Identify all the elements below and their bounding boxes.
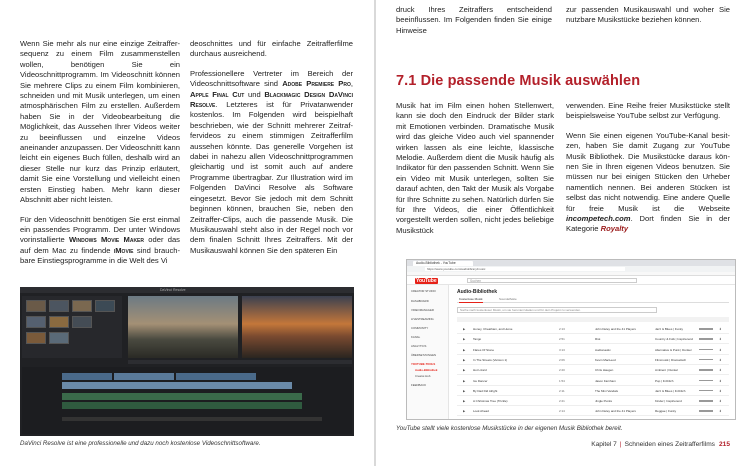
- track-title: Look Ahead: [473, 409, 489, 414]
- product-name: Blackmagic Design DaVinci Resolve: [190, 89, 353, 110]
- track-title: Tango: [473, 337, 482, 342]
- clip-thumbnail: [49, 300, 69, 312]
- right-body-column-1: [396, 101, 554, 245]
- track-duration: 2:14: [559, 409, 565, 414]
- paragraph: Wenn Sie einen eigenen YouTube-Kanal besitzen, haben Sie damit Zugang zur YouTube Musik Bibliothek. Die Musikstücke daraus können Sie in Ihren eigenen Videos benutzen. Sie müssen nur bei einigen Stücken den Urheber namentlich nennen. Bei anderen Stücken ist selbst das nicht notwendig. Eine andere Quelle für freie Musik ist die Webseite incompetech.com. Dort finden Sie in der Kategorie Royalty: [566, 130, 730, 234]
- sidebar-item: ANALYTICS: [411, 344, 427, 348]
- table-row: [457, 334, 729, 344]
- sidebar-item: KANAL: [411, 335, 421, 339]
- right-body-column-2: [566, 101, 730, 244]
- source-viewer: [128, 296, 238, 358]
- popularity-bar: [699, 359, 713, 361]
- footer-title: Schneiden eines Zeitrafferfilms: [624, 441, 715, 448]
- track-title: Hot Lizard: [473, 368, 487, 373]
- sidebar-item: DASHBOARD: [411, 299, 429, 303]
- clip-thumbnail: [72, 316, 92, 328]
- timeline-scroll: [62, 417, 322, 421]
- left-column-1: [20, 39, 180, 276]
- track-artist: Riot: [595, 337, 601, 342]
- download-icon: ⬇: [719, 409, 722, 414]
- table-row: [457, 355, 729, 365]
- play-icon: ▶: [463, 327, 466, 331]
- track-genre: Alternative & Punk | Dunkel: [655, 347, 692, 352]
- footer-chapter: Kapitel 7: [591, 441, 617, 448]
- download-icon: ⬇: [719, 388, 722, 393]
- play-icon: ▶: [463, 337, 466, 342]
- left-column-2: [190, 39, 353, 265]
- youtube-sidebar: [407, 285, 449, 420]
- track-genre: Reggae | Funky: [655, 409, 677, 414]
- track-artist: Kevin MacLeod: [595, 357, 616, 362]
- track-genre: Ambient | Dunkel: [655, 368, 678, 373]
- sidebar-item: FEEDBACK: [411, 383, 427, 387]
- music-search-input: Suche nach kostenloser Musik, um sie herunterzuladen und für dein Projekt zu verwenden.: [457, 307, 657, 313]
- video-track-clip: [176, 373, 256, 380]
- track-title: Honey, Cheatham, and Hume: [473, 327, 513, 331]
- sidebar-item: ÜBERSETZUNGEN: [411, 353, 437, 357]
- track-genre: Kinder | Inspirierend: [655, 399, 682, 404]
- section-heading: 7.1 Die passende Musik auswählen: [396, 73, 641, 89]
- table-row: [457, 376, 729, 386]
- tab-free-music: Kostenlose Musik: [459, 297, 483, 301]
- category-name: Royalty: [600, 224, 629, 234]
- product-name: Windows Movie Maker: [69, 235, 145, 245]
- download-icon: ⬇: [719, 337, 722, 342]
- transport-controls: [128, 360, 352, 364]
- paragraph: deoschnittes und für einfache Zeitrafferfilme durchaus ausreichend.: [190, 39, 353, 59]
- sidebar-item: Creator-Hub: [415, 374, 431, 378]
- davinci-window-title: DaVinci Resolve: [160, 288, 186, 292]
- track-duration: 3:13: [559, 347, 565, 352]
- page-number: 215: [718, 441, 730, 448]
- table-row: [457, 386, 729, 396]
- footer-separator: |: [619, 441, 622, 448]
- popularity-bar: [699, 410, 713, 412]
- youtube-screenshot: [406, 259, 736, 420]
- youtube-search-input: Suchen: [467, 278, 637, 283]
- popularity-bar: [699, 369, 713, 371]
- track-title: Ice Dancer: [473, 378, 488, 383]
- paragraph: verwenden. Eine Reihe freier Musikstücke stellt beispielsweise YouTube selbst zur Verfügung.: [566, 101, 730, 121]
- product-name: Adobe Premiere Pro: [282, 79, 351, 89]
- track-artist: Jingle Punks: [595, 399, 613, 404]
- tab-sound-effects: Soundeffekte: [499, 297, 517, 301]
- browser-tab: Audio-Bibliothek - YouTube: [413, 261, 473, 266]
- track-title: By Dad Did Alright: [473, 388, 498, 393]
- track-title: In The Streets (Version 1): [473, 357, 508, 362]
- track-artist: Chris Haugen: [595, 368, 614, 373]
- davinci-screenshot: [20, 287, 354, 436]
- track-genre: Pop | Fröhlich: [655, 378, 674, 383]
- play-icon: ▶: [463, 378, 466, 383]
- sidebar-item: YOUTUBE-TOOLS: [411, 362, 436, 366]
- track-artist: The Mini Vandals: [595, 388, 618, 393]
- audio-track: [62, 393, 302, 400]
- popularity-bar: [699, 380, 713, 382]
- clip-thumbnail: [49, 332, 69, 344]
- track-duration: 2:13: [559, 327, 565, 331]
- track-duration: 2:51: [559, 337, 565, 342]
- track-artist: Jason Farnham: [595, 378, 616, 383]
- table-row: [457, 396, 729, 406]
- clip-thumbnail: [26, 316, 46, 328]
- paragraph: druck Ihres Zeitraffers entscheidend beeinflussen. Im Folgenden finden Sie einige Hinweise: [396, 5, 552, 35]
- track-genre: Jazz & Blues | Funky: [655, 327, 683, 331]
- popularity-bar: [699, 338, 713, 340]
- sidebar-item: VIDEOMANAGER: [411, 308, 434, 312]
- left-page: [0, 0, 374, 466]
- davinci-menubar: [20, 287, 354, 293]
- sidebar-item: CREATOR STUDIO: [411, 289, 436, 293]
- track-duration: 2:21: [559, 399, 565, 404]
- audio-library-panel: [453, 287, 733, 419]
- play-icon: ▶: [463, 388, 466, 393]
- figure-caption: YouTube stellt viele kostenlose Musikstücke in der eigenen Musik Bibliothek bereit.: [396, 425, 623, 432]
- play-icon: ▶: [463, 409, 466, 414]
- youtube-logo: YouTube: [416, 278, 437, 284]
- track-genre: Jazz & Blues | Fröhlich: [655, 388, 686, 393]
- track-duration: 2:06: [559, 357, 565, 362]
- clip-thumbnail: [26, 300, 46, 312]
- right-top-column-2: [566, 5, 730, 35]
- sidebar-item: LIVESTREAMING: [411, 317, 434, 321]
- audio-library-tabs: [457, 297, 729, 303]
- download-icon: ⬇: [719, 378, 722, 383]
- track-genre: Country & Folk | Inspirierend: [655, 337, 693, 342]
- audio-library-title: Audio-Bibliothek: [457, 289, 497, 295]
- video-track-clip: [114, 373, 174, 380]
- download-icon: ⬇: [719, 399, 722, 404]
- address-bar: https://www.youtube.com/audiolibrary/music: [425, 267, 625, 271]
- paragraph: Musik hat im Film einen hohen Stellenwert, kann sie doch den Eindruck der Bilder stark mit Emotionen verbinden. Dramatische Musik wird das gleiche Video auch viel spannender wirken lassen als eine leichte, klassische Melodie. Außerdem dient die Musik häufig als Indikator für den passenden Schnitt. Wenn Sie ein Video mit Musik unterlegen, sollten Sie darauf achten, den Takt der Musik als Vorgabe für Ihre Schnitte zu sehen. Natürlich dürfen Sie für Ihre Videos, die einer Öffentlichkeit vorgestellt werden sollen, nicht jedes beliebige Musikstück: [396, 101, 554, 235]
- popularity-bar: [699, 400, 713, 402]
- video-track-clip: [62, 373, 112, 380]
- play-icon: ▶: [463, 347, 466, 352]
- table-row: [457, 345, 729, 355]
- clip-thumbnail: [49, 316, 69, 328]
- website-name: incompetech.com: [566, 214, 631, 224]
- clip-thumbnail: [72, 300, 92, 312]
- play-icon: ▶: [463, 399, 466, 404]
- download-icon: ⬇: [719, 347, 722, 352]
- right-top-column-1: [396, 5, 552, 45]
- table-row: [457, 324, 729, 334]
- popularity-bar: [699, 328, 713, 330]
- popularity-bar: [699, 349, 713, 351]
- track-genre: Filmmusik | Dramatisch: [655, 357, 687, 362]
- paragraph: Für den Videoschnitt benötigen Sie erst einmal ein passendes Programm. Der unter Windows vorinstallierte Windows Movie Maker oder das auf dem Mac zu findende iMovie sind brauchbare Einstiegsprogramme in die Welt des Vi: [20, 214, 180, 266]
- media-pool: [22, 296, 122, 358]
- track-artist: John Deley and the 41 Players: [595, 327, 636, 331]
- clip-thumbnail: [95, 300, 115, 312]
- track-duration: 2:20: [559, 368, 565, 373]
- page-footer: [591, 441, 730, 448]
- right-page: [376, 0, 750, 466]
- figure-caption: DaVinci Resolve ist eine professionelle und dazu noch kostenlose Videoschnittsoftware.: [20, 440, 261, 447]
- track-duration: 2:11: [559, 388, 565, 393]
- table-row: [457, 406, 729, 416]
- timeline: [22, 367, 352, 434]
- play-icon: ▶: [463, 368, 466, 373]
- track-artist: John Deley and the 41 Players: [595, 409, 636, 414]
- timeline-viewer: [242, 296, 352, 358]
- paragraph: Wenn Sie mehr als nur eine einzige Zeitraffersequenz zu einem Film zusammenstellen wollen, benötigen Sie ein Videoschnittprogramm. Im Videoschnitt können Sie mehrere Clips zu einem Film kombinieren, schneiden und mit Musik unterlegen, um einen atmosphärischen Film zu erstellen. Außerdem haben Sie in der Videobearbeitung die Möglichkeit, das Aussehen Ihrer Videos weiter zu beeinflussen und einzelne Videos aneinander anzupassen. Der Videoschnitt kann leicht ein eigenes Buch füllen, deshalb wird an dieser Stelle nur kurz das Prinzip erläutert, damit Sie eine Vorstellung und vielleicht einen ersten Einstieg haben. Mehr kann dieser Abschnitt aber nicht leisten.: [20, 39, 180, 205]
- filter-bar: [457, 317, 729, 322]
- download-icon: ⬇: [719, 357, 722, 362]
- download-icon: ⬇: [719, 368, 722, 373]
- sidebar-item: Audio-Bibliothek: [415, 368, 438, 372]
- table-row: [457, 365, 729, 375]
- sidebar-item: COMMUNITY: [411, 326, 429, 330]
- play-icon: ▶: [463, 357, 466, 362]
- track-artist: Audionautix: [595, 347, 611, 352]
- video-track: [62, 382, 292, 389]
- track-duration: 1:54: [559, 378, 565, 383]
- download-icon: ⬇: [719, 327, 722, 331]
- track-title: Flares Of Stone: [473, 347, 495, 352]
- audio-track: [62, 402, 302, 409]
- product-name: iMovie: [113, 245, 134, 255]
- clip-thumbnail: [26, 332, 46, 344]
- paragraph: zur passenden Musikauswahl und woher Sie nutzbare Musikstücke beziehen können.: [566, 5, 730, 25]
- paragraph: Professionellere Vertreter im Bereich der Videoschnittsoftware sind Adobe Premiere Pro, Apple Final Cut und Blackmagic Design DaVinci Resolve. Letzteres ist für Privatanwender kostenlos. Im Folgenden wird beispielhaft beschrieben, wie der Schnitt mehrerer Zeitraffervideos zu einem stimmigen Zeitrafferfilm aussehen könnte. Das generelle Vorgehen ist dabei in nahezu allen Videoschnittprogrammen gleichartig und ist somit auch auf andere Programme übertragbar. Zur Illustration wird im Folgenden DaVinci Resolve als Software eingesetzt. Bevor Sie jedoch mit dem Schnitt beginnen können, brauchen Sie, neben den Zeitraffer-Clips, auch die passende Musik. Die Musikauswahl steht also in der Regel noch vor dem finalen Schnitt Ihres Zeitraffers. Mit der Musikauswahl können Sie den späteren Ein: [190, 68, 353, 255]
- track-title: A Christmas Tree (Trickle): [473, 399, 508, 404]
- popularity-bar: [699, 390, 713, 392]
- product-name: Apple Final Cut: [190, 89, 245, 99]
